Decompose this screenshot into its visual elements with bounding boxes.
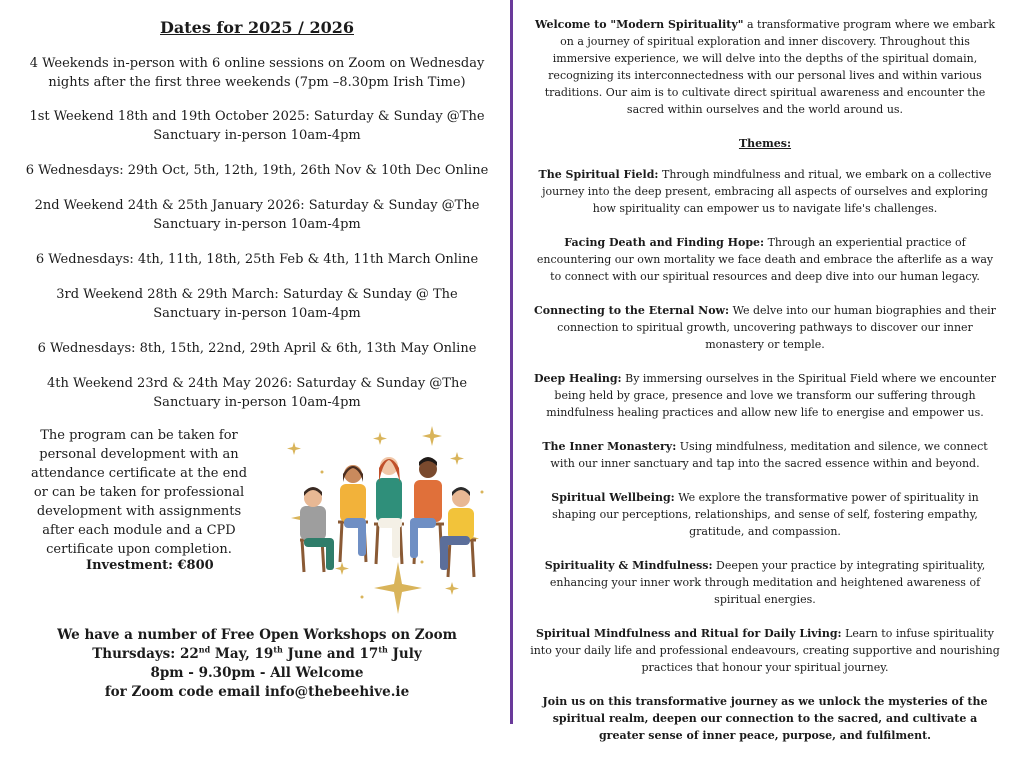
theme-item <box>530 166 1000 217</box>
left-column <box>24 14 490 616</box>
program-intro: Welcome to "Modern Spirituality" a transformative program where we embark on a journey of spiritual exploration and inner discovery. Throughout this immersive experience, we will delve into the depths of the spiritual domain, recognizing its interconnectedness with our personal lives and within various traditions. Our aim is to cultivate direct spiritual awareness and encounter the sacred within ourselves and the world around us. <box>535 18 995 116</box>
right-column <box>530 16 1000 761</box>
theme-title: Spiritual Mindfulness and Ritual for Daily Living: <box>536 627 842 640</box>
theme-text: By immersing ourselves in the Spiritual Field where we encounter being held by grace, presence and love we transform our suffering through mindfulness healing practices and allow new life to energise and empower us. <box>546 372 997 419</box>
theme-item <box>530 438 1000 472</box>
theme-text: We delve into our human biographies and their connection to spiritual growth, uncovering pathways to discover our inner monastery or temple. <box>557 304 996 351</box>
schedule-line: 4th Weekend 23rd & 24th May 2026: Saturday & Sunday @The Sanctuary in-person 10am-4pm <box>46 376 468 410</box>
theme-text: Deepen your practice by integrating spirituality, enhancing your inner work through meditation and heightened awareness of spiritual energies. <box>549 559 986 606</box>
workshops-contact: for Zoom code email info@thebeehive.ie <box>104 684 410 700</box>
person-figure <box>340 465 366 556</box>
theme-title: Spirituality & Mindfulness: <box>544 559 713 572</box>
theme-text: Through an experiential practice of encountering our own mortality we face death and embrace the afterlife as a way to connect with our spiritual resources and deep dive into our human legacy. <box>536 236 994 283</box>
closing-statement: Join us on this transformative journey as we unlock the mysteries of the spiritual realm, deepen our connection to the sacred, and cultivate a greater sense of inner peace, purpose, and fulfilment. <box>542 695 988 742</box>
theme-text: Through mindfulness and ritual, we embark on a collective journey into the deep present, embracing all aspects of ourselves and exploring how spirituality can empower us to navigate life's challenges. <box>542 168 992 215</box>
themes-list <box>530 166 1000 676</box>
theme-item <box>530 557 1000 608</box>
schedule-list <box>24 54 490 412</box>
theme-title: The Inner Monastery: <box>542 440 677 453</box>
theme-title: Facing Death and Finding Hope: <box>564 236 765 249</box>
theme-item <box>530 489 1000 540</box>
workshops-dates: Thursdays: 22nd May, 19th June and 17th July <box>92 644 422 662</box>
program-section <box>24 426 490 616</box>
theme-text: We explore the transformative power of spirituality in shaping our perceptions, relationships, and sense of self, fostering empathy, gratitude, and compassion. <box>552 491 979 538</box>
schedule-line: 6 Wednesdays: 8th, 15th, 22nd, 29th April & 6th, 13th May Online <box>37 341 477 356</box>
theme-title: The Spiritual Field: <box>538 168 659 181</box>
theme-item <box>530 370 1000 421</box>
column-divider <box>510 0 513 724</box>
theme-text: Using mindfulness, meditation and silence, we connect with our inner sanctuary and tap into the sacred essence within and beyond. <box>550 440 988 470</box>
program-description: The program can be taken for personal development with an attendance certificate at the end or can be taken for professional development with assignments after each module and a CPD certificate upon completion. <box>30 428 248 557</box>
investment-price: Investment: €800 <box>86 558 214 573</box>
person-figure <box>300 487 334 570</box>
schedule-line: 6 Wednesdays: 29th Oct, 5th, 12th, 19th, 26th Nov & 10th Dec Online <box>25 163 489 178</box>
workshops-line: We have a number of Free Open Workshops on Zoom <box>57 627 457 643</box>
theme-item <box>530 625 1000 676</box>
theme-text: Learn to infuse spirituality into your daily life and professional endeavours, creating supportive and nourishing practices that honour your spiritual journey. <box>530 627 1000 674</box>
person-figure <box>376 457 402 558</box>
person-figure <box>410 457 442 558</box>
schedule-line: 2nd Weekend 24th & 25th January 2026: Saturday & Sunday @The Sanctuary in-person 10am-4pm <box>34 198 480 232</box>
theme-item <box>530 234 1000 285</box>
free-workshops-notice <box>24 626 490 702</box>
schedule-intro: 4 Weekends in-person with 6 online sessions on Zoom on Wednesday nights after the first three weekends (7pm –8.30pm Irish Time) <box>29 56 485 90</box>
themes-heading: Themes: <box>738 137 792 150</box>
group-circle-illustration <box>282 412 494 622</box>
theme-title: Connecting to the Eternal Now: <box>534 304 730 317</box>
theme-title: Deep Healing: <box>533 372 622 385</box>
schedule-line: 1st Weekend 18th and 19th October 2025: Saturday & Sunday @The Sanctuary in-person 10am-4pm <box>29 109 485 143</box>
schedule-line: 6 Wednesdays: 4th, 11th, 18th, 25th Feb & 4th, 11th March Online <box>35 252 479 267</box>
dates-title: Dates for 2025 / 2026 <box>160 18 354 37</box>
workshops-time: 8pm - 9.30pm - All Welcome <box>150 665 364 681</box>
schedule-line: 3rd Weekend 28th & 29th March: Saturday & Sunday @ The Sanctuary in-person 10am-4pm <box>56 287 458 321</box>
person-figure <box>440 487 474 570</box>
theme-title: Spiritual Wellbeing: <box>551 491 675 504</box>
theme-item <box>530 302 1000 353</box>
